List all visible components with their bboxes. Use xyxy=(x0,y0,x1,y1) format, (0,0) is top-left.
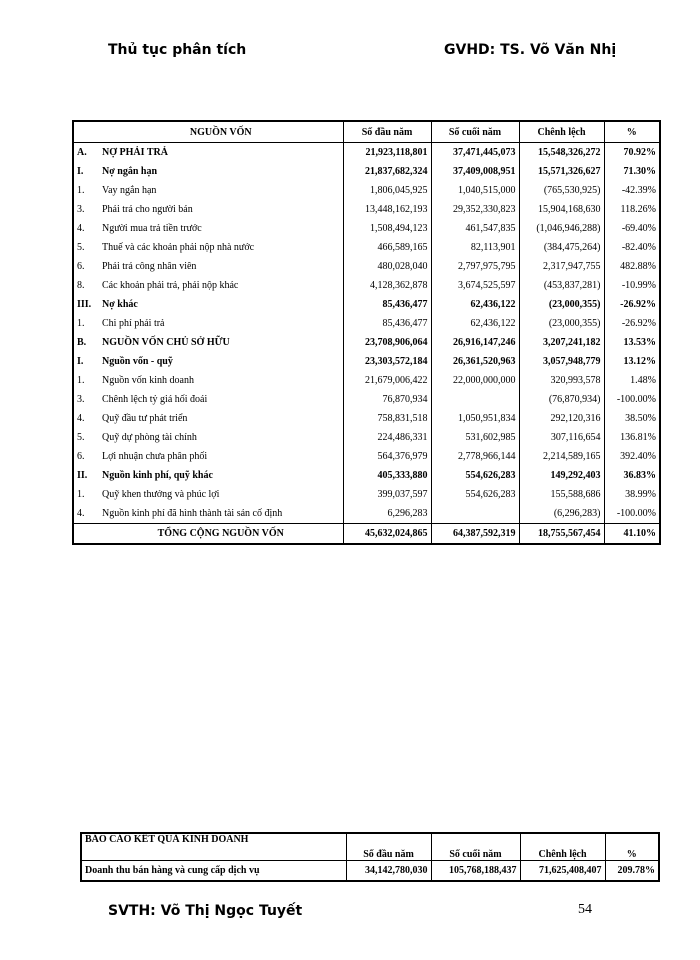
row-diff: (23,000,355) xyxy=(519,295,604,314)
row-pct: 118.26% xyxy=(604,200,660,219)
table-row xyxy=(73,276,660,295)
income-statement-table xyxy=(80,832,660,882)
row-diff: 3,207,241,182 xyxy=(519,333,604,352)
row-pct: 38.50% xyxy=(604,409,660,428)
row-begin: 224,486,331 xyxy=(343,428,431,447)
table-row xyxy=(73,200,660,219)
row-number: 4. xyxy=(73,504,99,524)
row-number: 1. xyxy=(73,485,99,504)
row-number: 4. xyxy=(73,219,99,238)
row-begin: 85,436,477 xyxy=(343,295,431,314)
row-pct: -42.39% xyxy=(604,181,660,200)
footer-student: SVTH: Võ Thị Ngọc Tuyết xyxy=(108,903,303,919)
row-end: 1,040,515,000 xyxy=(431,181,519,200)
table-row xyxy=(73,428,660,447)
row-label: NGUỒN VỐN CHỦ SỞ HỮU xyxy=(99,333,343,352)
row-label: Nguồn kinh phí, quỹ khác xyxy=(99,466,343,485)
row-end: 2,797,975,795 xyxy=(431,257,519,276)
total-pct: 41.10% xyxy=(604,524,660,545)
income-header-diff: Chênh lệch xyxy=(520,833,605,861)
row-number: I. xyxy=(73,162,99,181)
row-number: 6. xyxy=(73,257,99,276)
row-pct: 1.48% xyxy=(604,371,660,390)
row-end: 62,436,122 xyxy=(431,295,519,314)
header-cell-blank xyxy=(73,121,99,143)
row-begin: 85,436,477 xyxy=(343,314,431,333)
row-end: 554,626,283 xyxy=(431,485,519,504)
row-end: 461,547,835 xyxy=(431,219,519,238)
row-end: 22,000,000,000 xyxy=(431,371,519,390)
table-row xyxy=(73,238,660,257)
header-title: Thủ tục phân tích xyxy=(108,42,247,58)
table-row xyxy=(73,295,660,314)
row-number: III. xyxy=(73,295,99,314)
row-number: 1. xyxy=(73,181,99,200)
row-diff: 2,214,589,165 xyxy=(519,447,604,466)
table-row xyxy=(73,390,660,409)
row-end: 29,352,330,823 xyxy=(431,200,519,219)
table-row xyxy=(73,333,660,352)
row-end: 82,113,901 xyxy=(431,238,519,257)
column-header-begin: Số đầu năm xyxy=(343,121,431,143)
row-pct: 70.92% xyxy=(604,143,660,163)
table-row xyxy=(73,371,660,390)
income-row-name: Doanh thu bán hàng và cung cấp dịch vụ xyxy=(81,861,346,882)
row-label: Người mua trả tiền trước xyxy=(99,219,343,238)
row-diff: (1,046,946,288) xyxy=(519,219,604,238)
row-diff: 320,993,578 xyxy=(519,371,604,390)
table-row xyxy=(73,314,660,333)
row-end: 62,436,122 xyxy=(431,314,519,333)
column-header-pct: % xyxy=(604,121,660,143)
row-begin: 1,508,494,123 xyxy=(343,219,431,238)
row-pct: 136.81% xyxy=(604,428,660,447)
row-begin: 21,679,006,422 xyxy=(343,371,431,390)
row-begin: 564,376,979 xyxy=(343,447,431,466)
row-pct: 392.40% xyxy=(604,447,660,466)
row-number: 5. xyxy=(73,428,99,447)
row-begin: 399,037,597 xyxy=(343,485,431,504)
row-label: Nguồn kinh phí đã hình thành tài sản cố định xyxy=(99,504,343,524)
income-header-end: Số cuối năm xyxy=(431,833,520,861)
row-diff: 15,571,326,627 xyxy=(519,162,604,181)
row-begin: 466,589,165 xyxy=(343,238,431,257)
row-end: 531,602,985 xyxy=(431,428,519,447)
row-diff: (23,000,355) xyxy=(519,314,604,333)
row-label: Phải trả cho người bán xyxy=(99,200,343,219)
row-diff: 2,317,947,755 xyxy=(519,257,604,276)
row-pct: -26.92% xyxy=(604,295,660,314)
row-pct: 13.12% xyxy=(604,352,660,371)
row-label: Nguồn vốn - quỹ xyxy=(99,352,343,371)
header-supervisor: GVHD: TS. Võ Văn Nhị xyxy=(444,42,617,58)
row-label: Chi phí phải trả xyxy=(99,314,343,333)
row-begin: 1,806,045,925 xyxy=(343,181,431,200)
row-label: Quỹ đầu tư phát triển xyxy=(99,409,343,428)
row-number: A. xyxy=(73,143,99,163)
column-header-end: Số cuối năm xyxy=(431,121,519,143)
row-end: 37,471,445,073 xyxy=(431,143,519,163)
row-begin: 23,708,906,064 xyxy=(343,333,431,352)
row-pct: -82.40% xyxy=(604,238,660,257)
table-row xyxy=(73,181,660,200)
row-number: 5. xyxy=(73,238,99,257)
row-end: 554,626,283 xyxy=(431,466,519,485)
row-diff: (453,837,281) xyxy=(519,276,604,295)
row-begin: 23,303,572,184 xyxy=(343,352,431,371)
column-header-name: NGUỒN VỐN xyxy=(99,121,343,143)
row-pct: -69.40% xyxy=(604,219,660,238)
row-end xyxy=(431,504,519,524)
row-begin: 21,923,118,801 xyxy=(343,143,431,163)
row-begin: 6,296,283 xyxy=(343,504,431,524)
row-diff: 155,588,686 xyxy=(519,485,604,504)
income-header-begin: Số đầu năm xyxy=(346,833,431,861)
row-diff: (6,296,283) xyxy=(519,504,604,524)
row-pct: -100.00% xyxy=(604,390,660,409)
row-number: II. xyxy=(73,466,99,485)
row-diff: 15,904,168,630 xyxy=(519,200,604,219)
table-row xyxy=(73,143,660,163)
row-label: Nợ khác xyxy=(99,295,343,314)
row-label: NỢ PHẢI TRẢ xyxy=(99,143,343,163)
row-begin: 76,870,934 xyxy=(343,390,431,409)
row-label: Lợi nhuận chưa phân phối xyxy=(99,447,343,466)
row-diff: 149,292,403 xyxy=(519,466,604,485)
income-header-pct: % xyxy=(605,833,659,861)
row-begin: 480,028,040 xyxy=(343,257,431,276)
table-row xyxy=(73,352,660,371)
row-diff: 3,057,948,779 xyxy=(519,352,604,371)
table-row xyxy=(73,409,660,428)
row-label: Nợ ngắn hạn xyxy=(99,162,343,181)
row-pct: -10.99% xyxy=(604,276,660,295)
row-begin: 758,831,518 xyxy=(343,409,431,428)
row-number: 3. xyxy=(73,390,99,409)
table-row xyxy=(73,466,660,485)
income-row-pct: 209.78% xyxy=(605,861,659,882)
income-header-title: BÁO CÁO KẾT QUẢ KINH DOANH xyxy=(81,833,346,861)
row-end: 26,916,147,246 xyxy=(431,333,519,352)
total-row xyxy=(73,524,660,545)
total-end: 64,387,592,319 xyxy=(431,524,519,545)
table-row xyxy=(73,485,660,504)
page-number: 54 xyxy=(578,902,592,917)
total-begin: 45,632,024,865 xyxy=(343,524,431,545)
row-number: 3. xyxy=(73,200,99,219)
row-label: Quỹ khen thưởng và phúc lợi xyxy=(99,485,343,504)
table-row xyxy=(73,447,660,466)
row-diff: (76,870,934) xyxy=(519,390,604,409)
income-row-end: 105,768,188,437 xyxy=(431,861,520,882)
total-label: TỔNG CỘNG NGUỒN VỐN xyxy=(99,524,343,545)
row-diff: (384,475,264) xyxy=(519,238,604,257)
income-header-row xyxy=(81,833,659,861)
table-row xyxy=(73,162,660,181)
row-label: Nguồn vốn kinh doanh xyxy=(99,371,343,390)
row-pct: 482.88% xyxy=(604,257,660,276)
row-number: 1. xyxy=(73,371,99,390)
table-header-row xyxy=(73,121,660,143)
row-label: Phải trả công nhân viên xyxy=(99,257,343,276)
row-end xyxy=(431,390,519,409)
income-row-diff: 71,625,408,407 xyxy=(520,861,605,882)
row-begin: 13,448,162,193 xyxy=(343,200,431,219)
row-pct: 13.53% xyxy=(604,333,660,352)
total-cell-blank xyxy=(73,524,99,545)
row-pct: 71.30% xyxy=(604,162,660,181)
table-row xyxy=(73,257,660,276)
row-end: 1,050,951,834 xyxy=(431,409,519,428)
row-begin: 21,837,682,324 xyxy=(343,162,431,181)
row-pct: 38.99% xyxy=(604,485,660,504)
row-diff: 307,116,654 xyxy=(519,428,604,447)
income-row-begin: 34,142,780,030 xyxy=(346,861,431,882)
income-row xyxy=(81,861,659,882)
row-number: 6. xyxy=(73,447,99,466)
row-end: 37,409,008,951 xyxy=(431,162,519,181)
row-number: 1. xyxy=(73,314,99,333)
row-end: 26,361,520,963 xyxy=(431,352,519,371)
column-header-diff: Chênh lệch xyxy=(519,121,604,143)
total-diff: 18,755,567,454 xyxy=(519,524,604,545)
table-row xyxy=(73,504,660,524)
row-label: Quỹ dự phòng tài chính xyxy=(99,428,343,447)
row-label: Các khoản phải trả, phải nộp khác xyxy=(99,276,343,295)
row-number: 8. xyxy=(73,276,99,295)
row-label: Chênh lệch tỷ giá hối đoái xyxy=(99,390,343,409)
row-diff: (765,530,925) xyxy=(519,181,604,200)
row-pct: -100.00% xyxy=(604,504,660,524)
row-begin: 405,333,880 xyxy=(343,466,431,485)
row-number: I. xyxy=(73,352,99,371)
balance-sheet-table xyxy=(72,120,661,545)
row-diff: 292,120,316 xyxy=(519,409,604,428)
row-begin: 4,128,362,878 xyxy=(343,276,431,295)
row-end: 3,674,525,597 xyxy=(431,276,519,295)
row-diff: 15,548,326,272 xyxy=(519,143,604,163)
table-row xyxy=(73,219,660,238)
row-label: Vay ngắn hạn xyxy=(99,181,343,200)
row-number: 4. xyxy=(73,409,99,428)
row-pct: 36.83% xyxy=(604,466,660,485)
row-end: 2,778,966,144 xyxy=(431,447,519,466)
row-pct: -26.92% xyxy=(604,314,660,333)
row-number: B. xyxy=(73,333,99,352)
row-label: Thuế và các khoản phải nộp nhà nước xyxy=(99,238,343,257)
